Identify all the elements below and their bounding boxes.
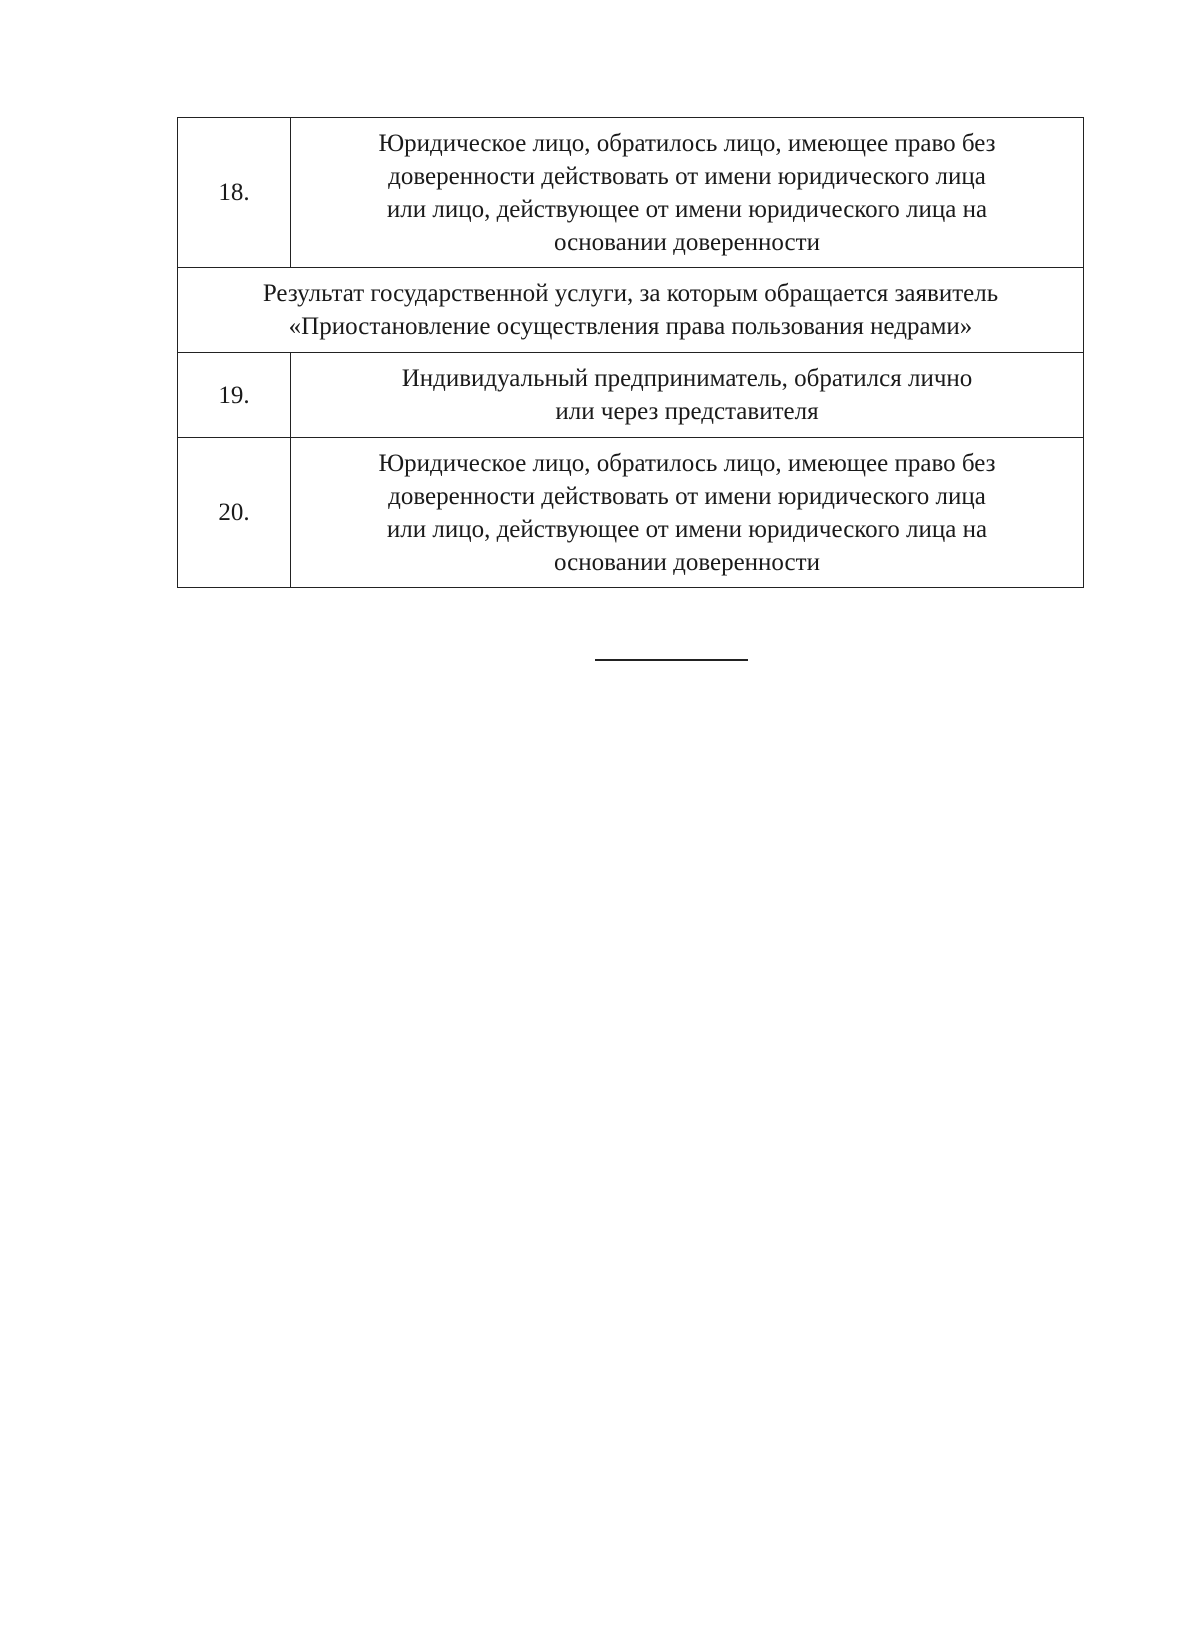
row-description-cell — [291, 438, 1084, 588]
row-number-cell — [178, 118, 291, 268]
row-description: Юридическое лицо, обратилось лицо, имеющее право без доверенности действовать от имени юридического лица или лицо, действующее от имени юридического лица на основании доверенности — [378, 129, 996, 256]
table-row — [178, 438, 1084, 588]
row-description: Индивидуальный предприниматель, обратился лично или через представителя — [401, 365, 973, 425]
row-number: 18. — [218, 179, 250, 206]
section-header-row — [178, 268, 1084, 353]
table-row — [178, 353, 1084, 438]
row-number: 19. — [218, 381, 250, 409]
applicant-table — [177, 117, 1084, 588]
end-of-document-rule — [595, 659, 748, 661]
row-number-cell — [178, 353, 291, 438]
row-number-cell — [178, 438, 291, 588]
row-description: Юридическое лицо, обратилось лицо, имеющее право без доверенности действовать от имени юридического лица или лицо, действующее от имени юридического лица на основании доверенности — [378, 449, 996, 576]
row-description-cell — [291, 118, 1084, 268]
row-description-cell — [291, 353, 1084, 438]
row-number: 20. — [218, 499, 250, 526]
section-header-text: Результат государственной услуги, за которым обращается заявитель «Приостановление осуществления права пользования недрами» — [262, 280, 999, 340]
section-header-cell — [178, 268, 1084, 353]
table-row — [178, 118, 1084, 268]
